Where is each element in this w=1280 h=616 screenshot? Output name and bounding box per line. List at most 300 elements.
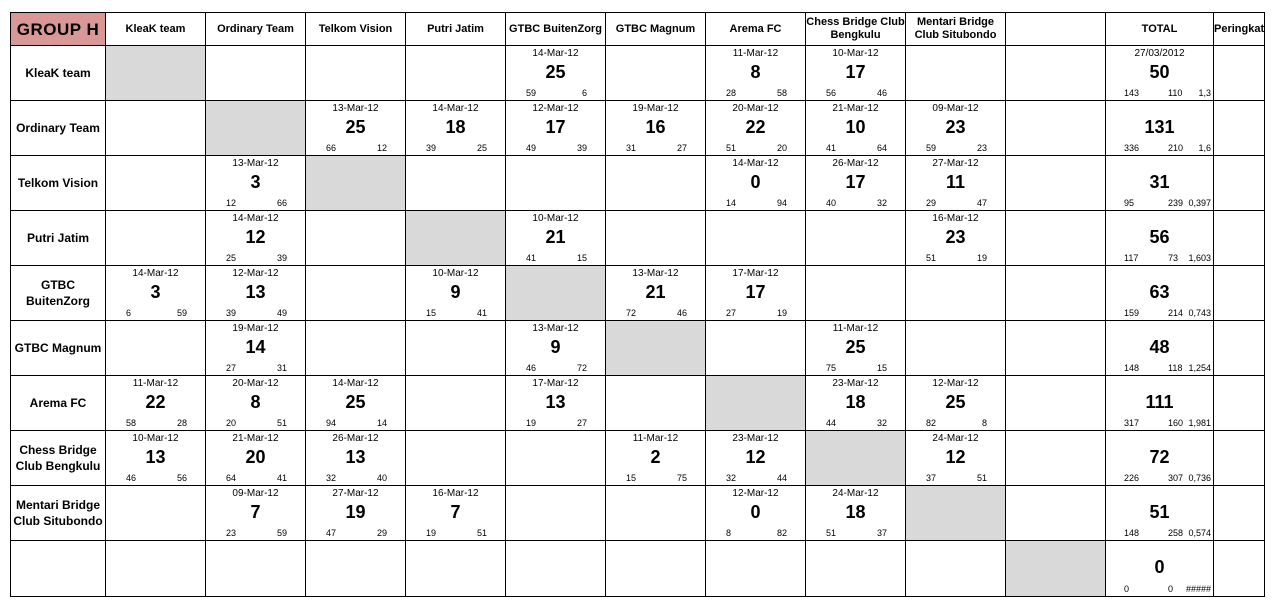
match-date: 11-Mar-12	[132, 378, 179, 389]
match-points-for: 27	[726, 308, 737, 318]
match-points-against: 37	[876, 528, 887, 538]
match-points-for: 41	[826, 143, 837, 153]
match-cell	[606, 101, 706, 156]
match-score: 17	[845, 62, 866, 82]
row-header-team: GTBC BuitenZorg	[11, 266, 106, 321]
empty-match-cell	[506, 156, 606, 211]
match-date: 09-Mar-12	[932, 103, 979, 114]
match-date: 13-Mar-12	[332, 103, 379, 114]
total-points-against: 110	[1168, 88, 1183, 98]
match-date: 12-Mar-12	[232, 268, 279, 279]
total-ratio: 1,6	[1198, 143, 1211, 153]
total-points-for: 336	[1124, 143, 1140, 153]
match-date: 11-Mar-12	[732, 48, 779, 59]
match-score: 25	[345, 392, 366, 412]
match-cell	[706, 101, 806, 156]
match-points-for: 14	[726, 198, 737, 208]
total-points-against: 0	[1168, 584, 1174, 594]
empty-match-cell	[106, 211, 206, 266]
match-score: 8	[250, 392, 261, 412]
self-match-cell	[106, 46, 206, 101]
total-points-against: 214	[1168, 308, 1184, 318]
match-cell	[806, 101, 906, 156]
match-date: 13-Mar-12	[232, 158, 279, 169]
match-points-for: 47	[326, 528, 337, 538]
match-date: 19-Mar-12	[232, 323, 279, 334]
empty-match-cell	[1006, 376, 1106, 431]
match-points-for: 19	[426, 528, 437, 538]
column-header-team: Mentari Bridge Club Situbondo	[906, 13, 1006, 46]
match-points-against: 41	[276, 473, 287, 483]
empty-match-cell	[1006, 211, 1106, 266]
self-match-cell	[906, 486, 1006, 541]
total-score: 72	[1149, 447, 1170, 467]
match-points-against: 56	[176, 473, 187, 483]
total-cell	[1106, 266, 1214, 321]
match-points-for: 56	[826, 88, 837, 98]
match-date: 27-Mar-12	[932, 158, 979, 169]
match-score: 14	[245, 337, 266, 357]
match-cell	[406, 266, 506, 321]
match-points-against: 46	[676, 308, 687, 318]
match-date: 10-Mar-12	[432, 268, 479, 279]
match-points-for: 31	[626, 143, 637, 153]
total-points-for: 226	[1124, 473, 1140, 483]
rank-cell	[1214, 376, 1265, 431]
empty-match-cell	[406, 376, 506, 431]
match-date: 10-Mar-12	[532, 213, 579, 224]
header-row	[11, 13, 1265, 46]
total-score: 0	[1154, 557, 1165, 577]
empty-match-cell	[1006, 156, 1106, 211]
total-points-for: 159	[1124, 308, 1140, 318]
match-points-for: 15	[626, 473, 637, 483]
total-score: 31	[1149, 172, 1170, 192]
match-cell	[906, 101, 1006, 156]
match-score: 17	[745, 282, 766, 302]
column-header-team	[1006, 13, 1106, 46]
match-cell	[406, 101, 506, 156]
match-cell	[306, 376, 406, 431]
total-points-for: 148	[1124, 363, 1140, 373]
match-score: 22	[745, 117, 766, 137]
match-date: 11-Mar-12	[832, 323, 879, 334]
match-points-against: 44	[776, 473, 787, 483]
column-header-team: GTBC Magnum	[606, 13, 706, 46]
match-points-for: 51	[826, 528, 837, 538]
match-date: 24-Mar-12	[932, 433, 979, 444]
total-points-against: 118	[1168, 363, 1183, 373]
match-points-for: 20	[226, 418, 237, 428]
empty-match-cell	[806, 266, 906, 321]
self-match-cell	[406, 211, 506, 266]
match-date: 26-Mar-12	[832, 158, 879, 169]
match-cell	[806, 376, 906, 431]
match-cell	[706, 431, 806, 486]
match-cell	[106, 266, 206, 321]
total-score: 50	[1149, 62, 1170, 82]
match-cell	[606, 266, 706, 321]
team-row	[11, 431, 1265, 486]
empty-match-cell	[106, 156, 206, 211]
match-date: 12-Mar-12	[732, 488, 779, 499]
match-score: 18	[845, 502, 866, 522]
match-points-for: 66	[326, 143, 337, 153]
match-points-against: 59	[176, 308, 187, 318]
empty-match-cell	[606, 46, 706, 101]
match-score: 19	[345, 502, 366, 522]
match-score: 0	[750, 502, 761, 522]
match-points-against: 29	[376, 528, 387, 538]
match-score: 23	[945, 117, 966, 137]
match-points-against: 40	[376, 473, 387, 483]
empty-match-cell	[306, 266, 406, 321]
match-date: 23-Mar-12	[832, 378, 879, 389]
match-date: 17-Mar-12	[532, 378, 579, 389]
total-ratio: 1,254	[1188, 363, 1211, 373]
total-ratio: 0,743	[1188, 308, 1211, 318]
match-cell	[106, 431, 206, 486]
match-cell	[706, 486, 806, 541]
match-date: 26-Mar-12	[332, 433, 379, 444]
match-cell	[306, 486, 406, 541]
match-points-for: 51	[926, 253, 937, 263]
total-ratio: 0,736	[1188, 473, 1211, 483]
total-cell	[1106, 211, 1214, 266]
match-cell	[806, 156, 906, 211]
group-label: GROUP H	[11, 13, 106, 46]
match-points-against: 94	[776, 198, 787, 208]
empty-match-cell	[806, 541, 906, 597]
rank-cell	[1214, 46, 1265, 101]
match-points-for: 39	[426, 143, 437, 153]
match-score: 25	[545, 62, 566, 82]
match-points-for: 12	[226, 198, 237, 208]
self-match-cell	[706, 376, 806, 431]
match-date: 14-Mar-12	[332, 378, 379, 389]
match-score: 9	[550, 337, 561, 357]
match-score: 12	[245, 227, 266, 247]
total-cell	[1106, 376, 1214, 431]
match-points-against: 51	[976, 473, 987, 483]
match-date: 14-Mar-12	[232, 213, 279, 224]
match-cell	[706, 156, 806, 211]
empty-match-cell	[506, 431, 606, 486]
match-points-for: 94	[326, 418, 337, 428]
row-header-team	[11, 541, 106, 597]
total-ratio: 0,397	[1188, 198, 1211, 208]
match-points-against: 51	[476, 528, 487, 538]
empty-match-cell	[906, 46, 1006, 101]
empty-match-cell	[206, 541, 306, 597]
row-header-team: KleaK team	[11, 46, 106, 101]
match-points-for: 27	[226, 363, 237, 373]
team-row	[11, 46, 1265, 101]
total-points-for: 143	[1124, 88, 1140, 98]
match-points-for: 28	[726, 88, 737, 98]
column-header-total: TOTAL	[1106, 13, 1214, 46]
match-cell	[206, 211, 306, 266]
rank-cell	[1214, 321, 1265, 376]
match-score: 0	[750, 172, 761, 192]
match-cell	[906, 431, 1006, 486]
total-score: 56	[1149, 227, 1170, 247]
rank-cell	[1214, 266, 1265, 321]
total-score: 131	[1144, 117, 1175, 137]
match-score: 20	[245, 447, 266, 467]
match-points-against: 49	[276, 308, 287, 318]
total-cell	[1106, 486, 1214, 541]
match-date: 12-Mar-12	[932, 378, 979, 389]
empty-match-cell	[1006, 431, 1106, 486]
row-header-team: GTBC Magnum	[11, 321, 106, 376]
match-date: 14-Mar-12	[532, 48, 579, 59]
match-points-for: 49	[526, 143, 537, 153]
match-cell	[406, 486, 506, 541]
match-date: 21-Mar-12	[232, 433, 279, 444]
match-date: 19-Mar-12	[632, 103, 679, 114]
total-date: 27/03/2012	[1134, 48, 1185, 59]
match-points-for: 6	[126, 308, 132, 318]
column-header-team: Chess Bridge Club Bengkulu	[806, 13, 906, 46]
match-points-against: 41	[476, 308, 487, 318]
match-score: 11	[945, 172, 966, 192]
match-points-against: 12	[376, 143, 387, 153]
match-points-against: 28	[176, 418, 187, 428]
team-row	[11, 376, 1265, 431]
rank-cell	[1214, 211, 1265, 266]
column-header-team: Putri Jatim	[406, 13, 506, 46]
match-score: 8	[750, 62, 761, 82]
match-score: 12	[745, 447, 766, 467]
match-cell	[706, 46, 806, 101]
match-points-against: 82	[776, 528, 787, 538]
match-points-against: 58	[776, 88, 787, 98]
self-match-cell	[806, 431, 906, 486]
empty-match-cell	[406, 541, 506, 597]
column-header-team: Telkom Vision	[306, 13, 406, 46]
total-points-against: 73	[1168, 253, 1179, 263]
empty-match-cell	[606, 376, 706, 431]
match-cell	[806, 46, 906, 101]
total-points-against: 160	[1168, 418, 1184, 428]
empty-match-cell	[706, 541, 806, 597]
match-cell	[206, 321, 306, 376]
empty-match-cell	[1006, 321, 1106, 376]
match-points-for: 59	[526, 88, 537, 98]
match-date: 14-Mar-12	[432, 103, 479, 114]
rank-cell	[1214, 541, 1265, 597]
total-points-for: 95	[1124, 198, 1135, 208]
match-points-against: 20	[776, 143, 787, 153]
match-score: 25	[345, 117, 366, 137]
empty-match-cell	[606, 156, 706, 211]
total-cell	[1106, 431, 1214, 486]
empty-match-cell	[106, 101, 206, 156]
team-row	[11, 156, 1265, 211]
empty-match-cell	[606, 541, 706, 597]
match-cell	[906, 376, 1006, 431]
match-points-against: 47	[976, 198, 987, 208]
match-score: 7	[250, 502, 261, 522]
match-points-against: 15	[876, 363, 887, 373]
match-score: 18	[445, 117, 466, 137]
standings-grid	[10, 12, 1265, 597]
empty-match-cell	[906, 266, 1006, 321]
total-ratio: 1,981	[1188, 418, 1211, 428]
self-match-cell	[1006, 541, 1106, 597]
match-points-against: 19	[776, 308, 787, 318]
empty-match-cell	[1006, 46, 1106, 101]
match-points-against: 25	[476, 143, 487, 153]
total-points-against: 258	[1168, 528, 1184, 538]
match-cell	[906, 211, 1006, 266]
match-cell	[206, 486, 306, 541]
match-points-against: 27	[676, 143, 687, 153]
team-row	[11, 486, 1265, 541]
match-cell	[806, 321, 906, 376]
match-date: 20-Mar-12	[232, 378, 279, 389]
match-score: 21	[545, 227, 566, 247]
team-row	[11, 266, 1265, 321]
match-points-against: 27	[576, 418, 587, 428]
match-cell	[506, 211, 606, 266]
match-points-for: 19	[526, 418, 537, 428]
row-header-team: Mentari Bridge Club Situbondo	[11, 486, 106, 541]
match-score: 21	[645, 282, 666, 302]
row-header-team: Putri Jatim	[11, 211, 106, 266]
empty-match-cell	[106, 321, 206, 376]
match-points-for: 40	[826, 198, 837, 208]
team-row	[11, 541, 1265, 597]
total-points-for: 0	[1124, 584, 1130, 594]
total-ratio: 1,3	[1198, 88, 1211, 98]
empty-match-cell	[106, 541, 206, 597]
empty-match-cell	[1006, 266, 1106, 321]
match-date: 12-Mar-12	[532, 103, 579, 114]
match-points-against: 8	[981, 418, 987, 428]
empty-match-cell	[606, 211, 706, 266]
match-score: 3	[250, 172, 261, 192]
match-points-against: 59	[276, 528, 287, 538]
match-cell	[306, 431, 406, 486]
match-score: 12	[945, 447, 966, 467]
match-cell	[506, 46, 606, 101]
column-header-team: Arema FC	[706, 13, 806, 46]
match-points-for: 75	[826, 363, 837, 373]
match-score: 17	[545, 117, 566, 137]
match-date: 10-Mar-12	[132, 433, 179, 444]
match-points-for: 39	[226, 308, 237, 318]
total-cell	[1106, 321, 1214, 376]
match-points-against: 6	[581, 88, 587, 98]
empty-match-cell	[1006, 101, 1106, 156]
match-points-for: 64	[226, 473, 237, 483]
match-cell	[206, 431, 306, 486]
total-points-against: 307	[1168, 473, 1184, 483]
match-cell	[306, 101, 406, 156]
match-points-against: 14	[376, 418, 387, 428]
total-points-for: 317	[1124, 418, 1140, 428]
match-date: 14-Mar-12	[732, 158, 779, 169]
match-score: 22	[145, 392, 166, 412]
total-cell	[1106, 46, 1214, 101]
match-points-for: 46	[126, 473, 137, 483]
row-header-team: Chess Bridge Club Bengkulu	[11, 431, 106, 486]
match-score: 17	[845, 172, 866, 192]
match-cell	[206, 376, 306, 431]
empty-match-cell	[506, 486, 606, 541]
empty-match-cell	[406, 46, 506, 101]
empty-match-cell	[106, 486, 206, 541]
match-date: 16-Mar-12	[932, 213, 979, 224]
match-points-against: 64	[876, 143, 887, 153]
empty-match-cell	[906, 321, 1006, 376]
match-cell	[506, 321, 606, 376]
match-points-for: 59	[926, 143, 937, 153]
match-cell	[906, 156, 1006, 211]
match-score: 13	[145, 447, 166, 467]
total-score: 111	[1145, 392, 1174, 412]
match-points-against: 51	[276, 418, 287, 428]
match-points-for: 23	[226, 528, 237, 538]
rank-cell	[1214, 486, 1265, 541]
match-cell	[206, 266, 306, 321]
match-score: 18	[845, 392, 866, 412]
empty-match-cell	[606, 486, 706, 541]
match-points-for: 29	[926, 198, 937, 208]
match-cell	[506, 376, 606, 431]
total-score: 48	[1149, 337, 1170, 357]
match-date: 21-Mar-12	[832, 103, 879, 114]
match-score: 3	[150, 282, 161, 302]
total-ratio: 1,603	[1188, 253, 1211, 263]
match-score: 7	[450, 502, 461, 522]
match-points-for: 72	[626, 308, 637, 318]
match-date: 13-Mar-12	[632, 268, 679, 279]
row-header-team: Ordinary Team	[11, 101, 106, 156]
rank-cell	[1214, 101, 1265, 156]
rank-cell	[1214, 156, 1265, 211]
match-cell	[206, 156, 306, 211]
empty-match-cell	[206, 46, 306, 101]
total-cell	[1106, 156, 1214, 211]
match-score: 13	[345, 447, 366, 467]
self-match-cell	[306, 156, 406, 211]
match-points-against: 23	[976, 143, 987, 153]
empty-match-cell	[906, 541, 1006, 597]
match-score: 13	[545, 392, 566, 412]
row-header-team: Telkom Vision	[11, 156, 106, 211]
self-match-cell	[606, 321, 706, 376]
match-points-for: 82	[926, 418, 937, 428]
match-date: 14-Mar-12	[132, 268, 179, 279]
total-ratio: 0,574	[1188, 528, 1211, 538]
match-date: 10-Mar-12	[832, 48, 879, 59]
total-ratio: #####	[1185, 584, 1211, 594]
match-score: 25	[945, 392, 966, 412]
match-date: 24-Mar-12	[832, 488, 879, 499]
match-points-against: 32	[876, 198, 887, 208]
total-cell	[1106, 101, 1214, 156]
match-points-against: 72	[576, 363, 587, 373]
team-row	[11, 101, 1265, 156]
match-cell	[806, 486, 906, 541]
empty-match-cell	[806, 211, 906, 266]
total-score: 51	[1149, 502, 1170, 522]
match-points-against: 39	[576, 143, 587, 153]
match-points-against: 19	[976, 253, 987, 263]
